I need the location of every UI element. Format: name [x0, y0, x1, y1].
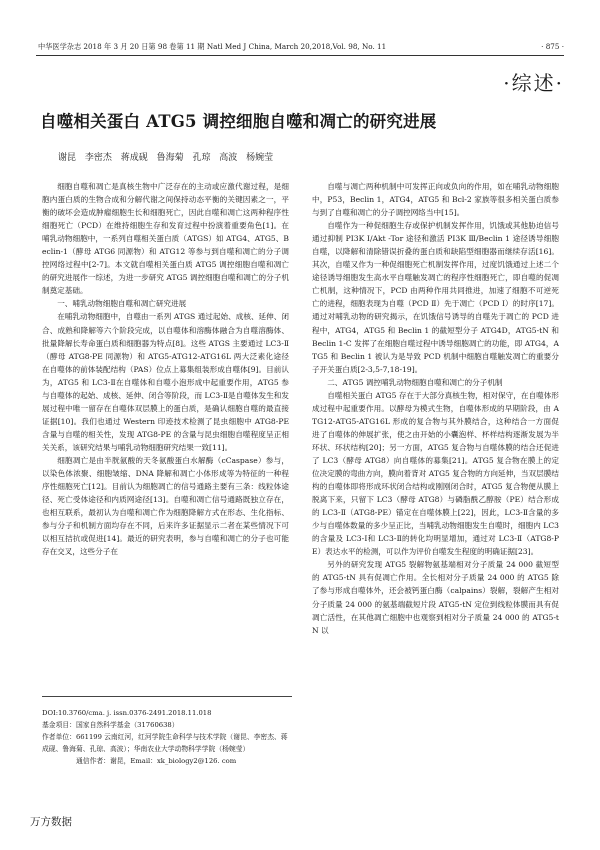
- page-number: · 875 ·: [541, 42, 564, 51]
- author-list: 谢昆 李密杰 蒋成砚 鲁海菊 孔琼 高波 杨婉莹: [58, 153, 274, 163]
- section-label: ·综述·: [503, 71, 564, 95]
- paragraph: 自噬与凋亡两种机制中可发挥正向或负向的作用，如在哺乳动物细胞中，P53，Beclin 1，ATG4，ATG5 和 Bcl-2 家族等很多相关蛋白质参与到了自噬和凋亡的分子调控网络当中[15]。: [312, 182, 559, 218]
- paragraph: 细胞自噬和凋亡是真核生物中广泛存在的主动或应激代谢过程，是细胞内蛋白质的生物合成和分解代谢之间保持动态平衡的关键因素之一，平衡的破坏会造成肿瘤细胞生长和细胞死亡，因此自噬和凋亡这两种程序性细胞死亡（PCD）在维持细胞生存和发育过程中扮演着重要角色[1]。在哺乳动物细胞中，一系列自噬相关蛋白质（ATGS）如 ATG4、ATG5、Beclin-1（酵母 ATG6 同源物）和 ATG12 等参与到自噬和凋亡的分子调控网络过程中[2-7]。本文就自噬相关蛋白质 ATG5 调控细胞自噬和凋亡的研究进展作一综述，为进一步研究 ATG5 调控细胞自噬和凋亡的分子机制奠定基础。: [42, 182, 289, 296]
- header-divider: [36, 55, 564, 56]
- section-heading: 二、ATG5 调控哺乳动物细胞自噬和凋亡的分子机制: [327, 377, 503, 387]
- footnote-corresponding-author: 通信作者：谢昆，Email：xk_biology2@126. com: [76, 757, 237, 766]
- paragraph: 自噬相关蛋白 ATG5 存在于大部分真核生物，相对保守，在自噬体形成过程中起重要作用。以酵母为模式生物，自噬体形成的早期阶段，由 ATG12-ATG5-ATG16L 形成的复合物与其外膜结合，这种结合一方面促进了自噬体的伸展扩张，使之由开始的小囊泡样、杯样结构逐渐发展为半环状、环状结构[20]；另一方面，ATG5 复合物与自噬体膜的结合还促进了 LC3（酵母 ATG8）向自噬体的募集[21]。ATG5 复合物在膜上的定位决定膜的弯曲方向，膜向着背对 ATG5 复合物的方向延伸，当双层膜结构的自噬体即将形成环状闭合结构或刚刚闭合时，ATG5 复合物便从膜上脱离下来，只留下 LC3（酵母 ATG8）与磷脂酰乙醇胺（PE）结合形成的 LC3-Ⅱ（ATG8-PE）锚定在自噬体膜上[22]，因此，LC3-Ⅱ含量的多少与自噬体数量的多少呈正比，当哺乳动物细胞发生自噬时，细胞内 LC3 的含量及 LC3-Ⅰ和 LC3-Ⅱ的转化均明显增加，通过对 LC3-Ⅱ（ATG8-PE）表达水平的检测，可以作为评价自噬发生程度的明确证据[23]。: [312, 390, 559, 557]
- running-head: [38, 42, 564, 52]
- journal-citation: 中华医学杂志 2018 年 3 月 20 日第 98 卷第 11 期 Natl Med J China, March 20,2018,Vol. 98, No. 11: [38, 42, 387, 51]
- watermark-brand: 万方数据: [30, 816, 72, 828]
- paragraph: 自噬作为一种促细胞生存或保护机制发挥作用，饥饿或其他胁迫信号通过抑制 PI3K Ⅰ/Akt -Tor 途径和激活 PI3K Ⅲ/Beclin 1 途径诱导细胞自噬，以降解和清除错误折叠的蛋白质和缺陷型细胞器而继续存活[16]。其次，自噬又作为一种促细胞死亡机制发挥作用，过度饥饿通过上述二个途径诱导细胞发生高水平自噬触发凋亡的程序性细胞死亡，即自噬的促凋亡机制，这种情况下，PCD 由两种作用共同推进，加速了细胞不可逆死亡的进程，细胞表现为自噬（PCD Ⅱ）先于凋亡（PCD Ⅰ）的时序[17]。通过对哺乳动物的研究揭示，在饥饿信号诱导的自噬先于凋亡的 PCD 进程中，ATG4，ATG5 和 Beclin 1 的截短型分子 ATG4D，ATG5-tN 和 Beclin 1-C 发挥了在细胞自噬过程中诱导细胞凋亡的功能，即 ATG4，ATG5 和 Beclin 1 被认为是导致 PCD 机制中细胞自噬触发凋亡的重要分子开关蛋白质[2-3,5-7,18-19]。: [312, 221, 559, 374]
- paragraph: 在哺乳动物细胞中，自噬由一系列 ATGS 通过起始、成核、延伸、闭合、成熟和降解等六个阶段完成，以自噬体和溶酶体融合为自噬溶酶体、批量降解长寿命蛋白质和细胞器为特点[8]。这些 ATGS 主要通过 LC3-Ⅱ（酵母 ATG8-PE 同源物）和 ATG5-ATG12-ATG16L 两大泛素化途径在自噬体的前体装配结构（PAS）位点上募集组装形成自噬体[9]。目前认为，ATG5 和 LC3-Ⅱ在自噬体和自噬小泡形成中起重要作用，ATG5 参与自噬体的起始、成核、延伸、闭合等阶段，而 LC3-Ⅱ是自噬体发生和发展过程中唯一留存在自噬体双层膜上的蛋白质，是确认细胞自噬的最直接证据[10]。我们也通过 Western 印迹技术检测了昆虫细胞中 ATG8-PE 含量与自噬的相关性，发现 ATG8-PE 的含量与昆虫细胞自噬程度呈正相关关系，该研究结果与哺乳动物细胞研究结果一致[11]。: [42, 312, 289, 452]
- article-title: 自噬相关蛋白 ATG5 调控细胞自噬和凋亡的研究进展: [40, 112, 437, 131]
- paragraph: 细胞凋亡是由半胱氨酸的天冬氨酸蛋白水解酶（cCaspase）参与，以染色体浓聚、细胞皱缩、DNA 降解和凋亡小体形成等为特征的一种程序性细胞死亡[12]。目前认为细胞凋亡的信号通路主要有三条：线粒体途径、死亡受体途径和内质网途径[13]。自噬和凋亡信号通路既独立存在，也相互联系，最初认为自噬和凋亡作为细胞降解方式在形态、生化指标、参与分子和机制方面均存在不同，后来许多证据显示二者在某些情况下可以相互拮抗或促进[14]。最近的研究表明，参与自噬和凋亡的分子也可能存在交叉，这些分子在: [42, 455, 289, 557]
- right-column: [312, 180, 559, 637]
- footnote-funding: 基金项目：国家自然科学基金（31760638）: [42, 721, 179, 730]
- section-heading: 一、哺乳动物细胞自噬和凋亡研究进展: [57, 299, 187, 309]
- paragraph: 另外的研究发现 ATG5 裂解物氨基端相对分子质量 24 000 截短型的 ATG5-tN 具有促凋亡作用。全长相对分子质量 24 000 的 ATG5 除了参与形成自噬体外，还会被钙蛋白酶（calpains）裂解，裂解产生相对分子质量 24 000 的氨基端截短片段 ATG5-tN 定位到线粒体膜而具有促凋亡活性，在其他凋亡细胞中也观察到相对分子质量 24 000 的 ATG5-tN 以: [312, 560, 559, 635]
- left-column: [42, 180, 289, 558]
- footnotes: [42, 696, 292, 767]
- footnote-doi: DOI:10.3760/cma. j. issn.0376-2491.2018.11.018: [42, 709, 212, 717]
- footnote-affiliation: 作者单位：661199 云南红河，红河学院生命科学与技术学院（谢昆、李密杰、蒋成砚、鲁海菊、孔琼、高波）；华南农业大学动物科学学院（杨婉莹）: [42, 733, 288, 754]
